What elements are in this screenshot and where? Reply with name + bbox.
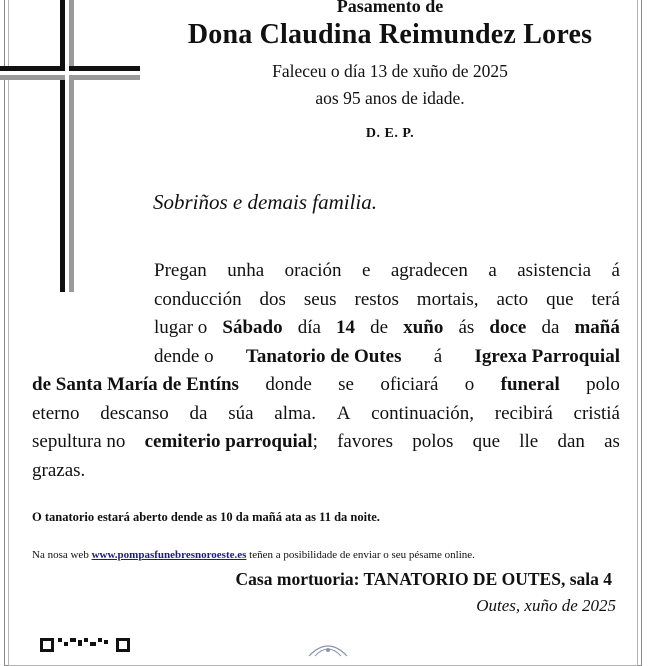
body-line-2: conducción dos seus restos mortais, acto que terá (154, 288, 620, 310)
body-line-7: sepultura no cemiterio parroquial; favores polos que lle dan as (32, 431, 620, 452)
cross-icon (0, 0, 140, 300)
announcement-body (32, 257, 620, 485)
body-line-4: dende o Tanatorio de Outes á Igrexa Parroquial (154, 345, 620, 367)
family-line: Sobriños e demais familia. (153, 190, 377, 214)
web-notice (32, 549, 475, 561)
web-suffix: teñen a posibilidade de enviar o seu pésame online. (249, 549, 475, 561)
notice-title: Pasamento de (336, 0, 444, 16)
seal-icon (301, 638, 355, 658)
opening-hours-note: O tanatorio estará aberto dende as 10 da mañá ata as 11 da noite. (32, 510, 380, 524)
qr-code-icon (40, 634, 134, 654)
website-link[interactable]: www.pompasfunebresnoroeste.es (91, 549, 247, 561)
place-date: Outes, xuño de 2025 (476, 596, 616, 615)
body-line-1: Pregan unha oración e agradecen a asistencia á (154, 260, 620, 281)
body-line-3: lugar o Sábado día 14 de xuño ás doce da mañá (154, 317, 620, 338)
death-date-line: Faleceu o día 13 de xuño de 2025 (272, 61, 508, 81)
deceased-name: Dona Claudina Reimundez Lores (187, 19, 593, 50)
body-line-8: grazas. (32, 459, 86, 481)
body-line-6: eterno descanso da súa alma. A continuación, recibirá cristiá (32, 402, 620, 424)
age-line: aos 95 anos de idade. (315, 88, 465, 108)
body-line-5: de Santa María de Entíns donde se oficiará o funeral polo (32, 374, 620, 395)
web-prefix: Na nosa web (32, 549, 89, 561)
mortuary-location: Casa mortuoria: TANATORIO DE OUTES, sala 4 (235, 569, 612, 589)
dep-text: D. E. P. (365, 126, 415, 141)
